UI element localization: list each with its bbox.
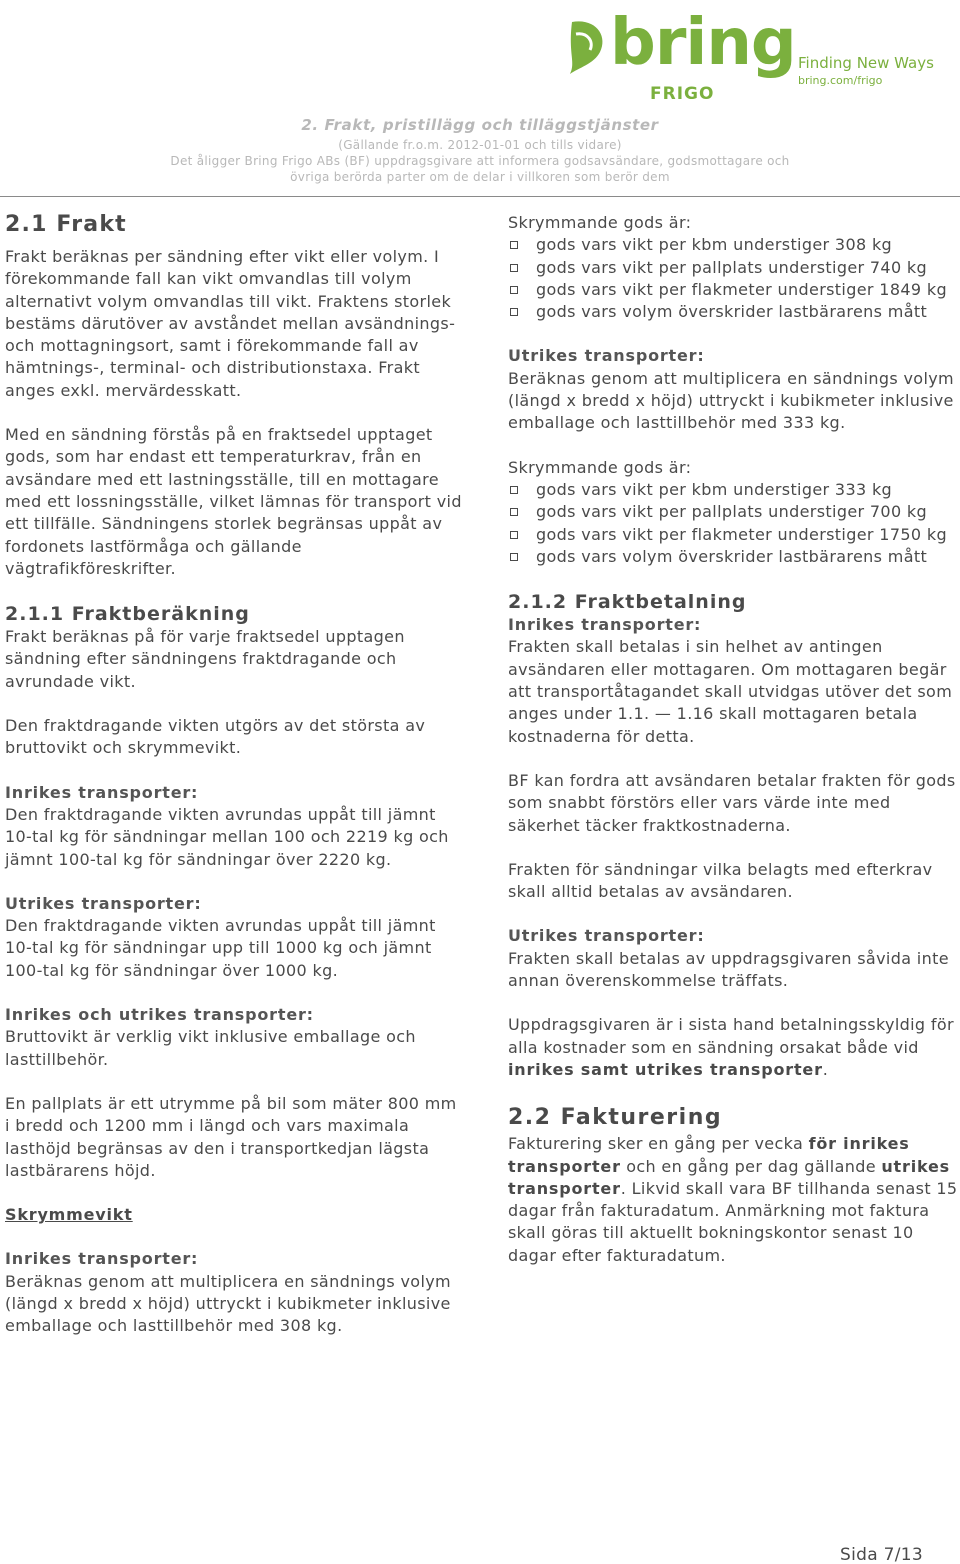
list-item: gods vars volym överskrider lastbärarens mått: [508, 301, 958, 323]
square-bullet-icon: [510, 264, 518, 272]
label-inrikes-utrikes: Inrikes och utrikes transporter:: [5, 1005, 314, 1025]
list-item: gods vars vikt per pallplats understiger 700 kg: [508, 501, 958, 523]
list-item: gods vars vikt per kbm understiger 333 kg: [508, 479, 958, 501]
bullet-list-utrikes: [508, 479, 958, 568]
paragraph-efterkrav: Frakten för sändningar vilka belagts med efterkrav skall alltid betalas av avsändaren.: [508, 859, 933, 902]
other-parties-note: övriga berörda parter om de delar i villkoren som berör dem: [290, 170, 670, 184]
section-heading-frakt: 2.1 Frakt: [5, 212, 127, 237]
square-bullet-icon: [510, 531, 518, 539]
paragraph-fraktdragande: Den fraktdragande vikten utgörs av det största av bruttovikt och skrymmevikt.: [5, 716, 426, 758]
paragraph-fraktbetalning-inrikes: Frakten skall betalas i sin helhet av antingen avsändaren eller mottagaren. Om mottagaren begär att transportåtagandet skall utvidgas utöver det som anges under 1.1. — 1.16 skall mottagaren betala kostnaderna för detta.: [508, 637, 953, 746]
bring-frigo-logo: [562, 4, 940, 110]
list-item: gods vars volym överskrider lastbärarens mått: [508, 546, 958, 568]
square-bullet-icon: [510, 486, 518, 494]
list-item: gods vars vikt per flakmeter understiger 1750 kg: [508, 524, 958, 546]
paragraph-skrymmevikt-inrikes: Beräknas genom att multiplicera en sändnings volym (längd x bredd x höjd) uttryckt i kubikmeter inklusive emballage och lasttillbehör med 308 kg.: [5, 1271, 451, 1336]
logo-tagline: Finding New Ways: [798, 54, 934, 72]
bullet-list-inrikes: [508, 234, 958, 323]
square-bullet-icon: [510, 508, 518, 516]
paragraph-sista-hand: Uppdragsgivaren är i sista hand betalningsskyldig för alla kostnader som en sändning orsakat både vid inrikes samt utrikes transporter.: [508, 1015, 954, 1079]
paragraph-bruttovikt: Bruttovikt är verklig vikt inklusive emballage och lasttillbehör.: [5, 1027, 416, 1069]
paragraph-bf-fordra: BF kan fordra att avsändaren betalar frakten för gods som snabbt förstörs eller vars värde inte med säkerhet täcker fraktkostnaderna.: [508, 770, 956, 835]
section-heading-fraktberakning: 2.1.1 Fraktberäkning: [5, 603, 250, 626]
header-divider: [0, 196, 960, 197]
label-utrikes: Utrikes transporter:: [508, 346, 705, 366]
list-item: gods vars vikt per flakmeter understiger 1849 kg: [508, 279, 958, 301]
validity-note: (Gällande fr.o.m. 2012-01-01 och tills vidare): [338, 138, 622, 152]
logo-sub: FRIGO: [650, 84, 715, 104]
paragraph-sandning: Med en sändning förstås på en fraktsedel upptaget gods, som har endast ett temperaturkrav, från en avsändare med ett lastningsställe, till en mottagare med ett lossningsställe, vilket lämnas för transport vid ett tillfälle. Sändningens storlek begränsas uppåt av fordonets lastförmåga och gällande vägtrafikföreskrifter.: [5, 425, 462, 578]
paragraph-pallplats: En pallplats är ett utrymme på bil som mäter 800 mm i bredd och 1200 mm i längd och vars maximala lasthöjd begränsas av den i transportkedjan lägsta lastbärarens höjd.: [5, 1093, 457, 1180]
page-title: 2. Frakt, pristillägg och tilläggstjänster: [301, 116, 659, 134]
label-skrymmevikt: Skrymmevikt: [5, 1205, 133, 1225]
right-column: [508, 212, 958, 1267]
label-skrymmande-gods: Skrymmande gods är:: [508, 457, 692, 477]
paragraph-utrikes-avrundning: Den fraktdragande vikten avrundas uppåt till jämnt 10-tal kg för sändningar upp till 1000 kg och jämnt 100-tal kg för sändningar över 1000 kg.: [5, 916, 436, 980]
label-skrymmande-gods: Skrymmande gods är:: [508, 213, 692, 232]
label-utrikes: Utrikes transporter:: [508, 926, 705, 946]
list-item: gods vars vikt per kbm understiger 308 kg: [508, 234, 958, 256]
paragraph-fraktberakning: Frakt beräknas på för varje fraktsedel upptagen sändning efter sändningens fraktdragande och avrundade vikt.: [5, 627, 405, 691]
page-number: Sida 7/13: [840, 1545, 924, 1564]
paragraph-fraktbetalning-utrikes: Frakten skall betalas av uppdragsgivaren såvida inte annan överenskommelse träffats.: [508, 948, 949, 991]
bring-logo-mark-icon: [562, 18, 608, 76]
label-inrikes: Inrikes transporter:: [5, 1249, 199, 1269]
paragraph-inrikes-avrundning: Den fraktdragande vikten avrundas uppåt till jämnt 10-tal kg för sändningar mellan 100 och 2219 kg och jämnt 100-tal kg för sändningar över 2220 kg.: [5, 804, 449, 869]
left-column: [5, 212, 465, 1338]
section-heading-fakturering: 2.2 Fakturering: [508, 1105, 723, 1131]
paragraph-fakturering: Fakturering sker en gång per vecka för inrikes transporter och en gång per dag gällande utrikes transporter. Likvid skall vara BF tillhanda senast 15 dagar från fakturadatum. Anmärkning mot faktura skall göras till aktuellt bokningskontor senast 10 dagar efter fakturadatum.: [508, 1134, 958, 1265]
square-bullet-icon: [510, 286, 518, 294]
square-bullet-icon: [510, 308, 518, 316]
square-bullet-icon: [510, 241, 518, 249]
label-inrikes: Inrikes transporter:: [5, 782, 199, 802]
logo-wordmark: bring: [610, 6, 796, 80]
responsibility-note: Det åligger Bring Frigo ABs (BF) uppdragsgivare att informera godsavsändare, godsmottagare och: [170, 154, 790, 168]
square-bullet-icon: [510, 553, 518, 561]
label-inrikes: Inrikes transporter:: [508, 615, 702, 635]
section-heading-fraktbetalning: 2.1.2 Fraktbetalning: [508, 591, 747, 614]
label-utrikes: Utrikes transporter:: [5, 893, 202, 913]
logo-url: bring.com/frigo: [798, 74, 883, 87]
paragraph-skrymmevikt-utrikes: Beräknas genom att multiplicera en sändnings volym (längd x bredd x höjd) uttryckt i kubikmeter inklusive emballage och lasttillbehör med 333 kg.: [508, 368, 954, 433]
paragraph-frakt-intro: Frakt beräknas per sändning efter vikt eller volym. I förekommande fall kan vikt omvandlas till volym alternativt volym omvandlas till vikt. Fraktens storlek bestäms därutöver av avståndet mellan avsändnings- och mottagningsort, samt i förekommande fall av hämtnings-, terminal- och distributionstaxa. Frakt anges exkl. mervärdesskatt.: [5, 247, 456, 400]
list-item: gods vars vikt per pallplats understiger 740 kg: [508, 257, 958, 279]
